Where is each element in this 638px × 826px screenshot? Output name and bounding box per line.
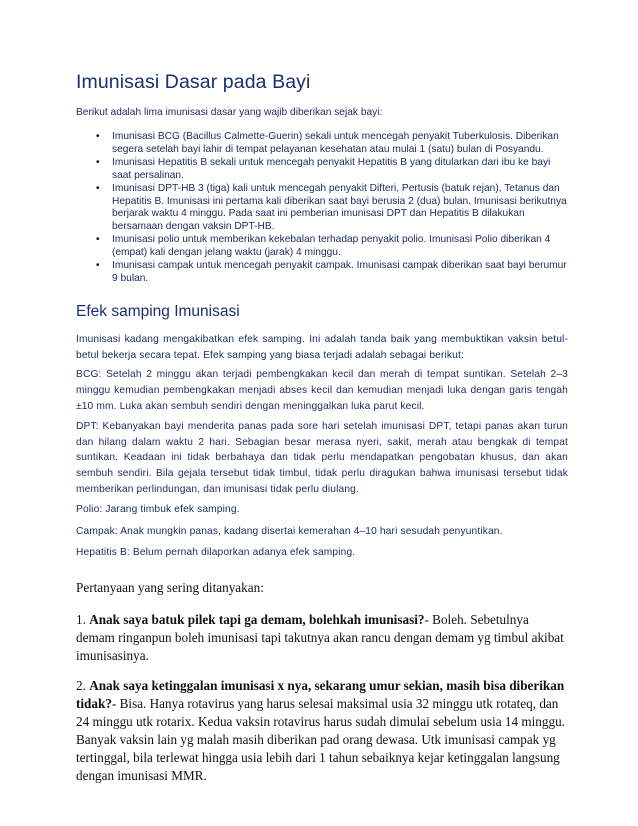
list-item (76, 131, 568, 157)
immunization-list (76, 131, 568, 286)
efek-intro-paragraph: Imunisasi kadang mengakibatkan efek samping. Ini adalah tanda baik yang membuktikan vaksin betul-betul bekerja secara tepat. Efek samping yang biasa terjadi adalah sebagai berikut: (76, 333, 568, 361)
efek-campak-paragraph: Campak: Anak mungkin panas, kadang disertai kemerahan 4–10 hari sesudah penyuntikan. (76, 525, 503, 537)
efek-bcg-paragraph: BCG: Setelah 2 minggu akan terjadi pembengkakan kecil dan merah di tempat suntikan. Setelah 2–3 minggu kemudian pembengkakan menjadi abses kecil dan kemudian menjadi luka dengan garis tengah ±10 mm. Luka akan sembuh sendiri dengan meninggalkan luka parut kecil. (76, 369, 568, 413)
faq-answer: - Boleh. Sebetulnya demam ringanpun boleh imunisasi tapi takutnya akan rancu dengan demam yg timbul akibat imunisasinya. (76, 612, 564, 664)
section-title-efek-samping: Efek samping Imunisasi (76, 302, 240, 320)
faq-number: 2. (76, 678, 86, 694)
list-item (76, 157, 568, 183)
efek-dpt-paragraph: DPT: Kebanyakan bayi menderita panas pada sore hari setelah imunisasi DPT, tetapi panas akan turun dan hilang dalam waktu 2 hari. Sebagian besar merasa nyeri, sakit, merah atau bengkak di tempat suntikan. Keadaan ini tidak berbahaya dan tidak perlu mendapatkan pengobatan khusus, dan akan sembuh sendiri. Bila gejala tersebut tidak timbul, tidak perlu diragukan bahwa imunisasi tersebut tidak memberikan perlindungan, dan imunisasi tidak perlu diulang. (76, 420, 568, 496)
bullet-icon: • (96, 234, 100, 246)
list-item (76, 260, 568, 286)
page-title: Imunisasi Dasar pada Bayi (76, 71, 311, 93)
list-item-text: Imunisasi Hepatitis B sekali untuk mencegah penyakit Hepatitis B yang ditularkan dari ibu ke bayi saat persalinan. (112, 156, 551, 181)
efek-hepatitis-paragraph: Hepatitis B: Belum pernah dilaporkan adanya efek samping. (76, 547, 356, 559)
list-item-text: Imunisasi campak untuk mencegah penyakit campak. Imunisasi campak diberikan saat bayi berumur 9 bulan. (112, 260, 567, 284)
bullet-icon: • (96, 182, 100, 194)
list-item-text: Imunisasi polio untuk memberikan kekebalan terhadap penyakit polio. Imunisasi Polio diberikan 4 (empat) kali dengan jelang waktu (jarak) 4 minggu. (112, 234, 551, 259)
faq-number: 1. (76, 612, 86, 628)
bullet-icon: • (96, 156, 100, 168)
faq-answer: - Bisa. Hanya rotavirus yang harus selesai maksimal usia 32 minggu utk rotateq, dan 24 minggu utk rotarix. Kedua vaksin rotavirus harus sudah dimulai sebelum usia 14 minggu. Banyak vaksin lain yg malah masih diberikan pad orang dewasa. Utk imunisasi campak yg tertinggal, bila terlewat hingga usia lebih dari 1 tahun sebaiknya kejar ketinggalan langsung dengan imunisasi MMR. (76, 696, 565, 784)
list-item (76, 183, 568, 235)
bullet-icon: • (96, 260, 100, 272)
list-item-text: Imunisasi DPT-HB 3 (tiga) kali untuk mencegah penyakit Difteri, Pertusis (batuk rejan), Tetanus dan Hepatitis B. Imunisasi ini pertama kali diberikan saat bayi berusia 2 (dua) bulan. Imunisasi berikutnya berjarak waktu 4 minggu. Pada saat ini pemberian imunisasi DPT dan Hepatitis B dilakukan bersamaan dengan vaksin DPT-HB. (112, 182, 567, 233)
intro-text: Berikut adalah lima imunisasi dasar yang wajib diberikan sejak bayi: (76, 107, 383, 118)
bullet-icon: • (96, 131, 100, 142)
efek-polio-paragraph: Polio: Jarang timbuk efek samping. (76, 503, 240, 515)
faq-question: Anak saya ketinggalan imunisasi x nya, sekarang umur sekian, masih bisa diberikan tidak? (76, 678, 565, 712)
faq-item (76, 677, 568, 785)
faq-question: Anak saya batuk pilek tapi ga demam, bolehkah imunisasi? (89, 612, 425, 628)
faq-item (76, 611, 568, 665)
list-item-text: Imunisasi BCG (Bacillus Calmette-Guerin) sekali untuk mencegah penyakit Tuberkulosis. Diberikan segera setelah bayi lahir di tempat pelayanan kesehatan atau mulai 1 (satu) bulan di Posyandu. (112, 131, 559, 155)
list-item (76, 234, 568, 260)
faq-heading: Pertanyaan yang sering ditanyakan: (76, 580, 264, 596)
document-page (76, 70, 568, 785)
